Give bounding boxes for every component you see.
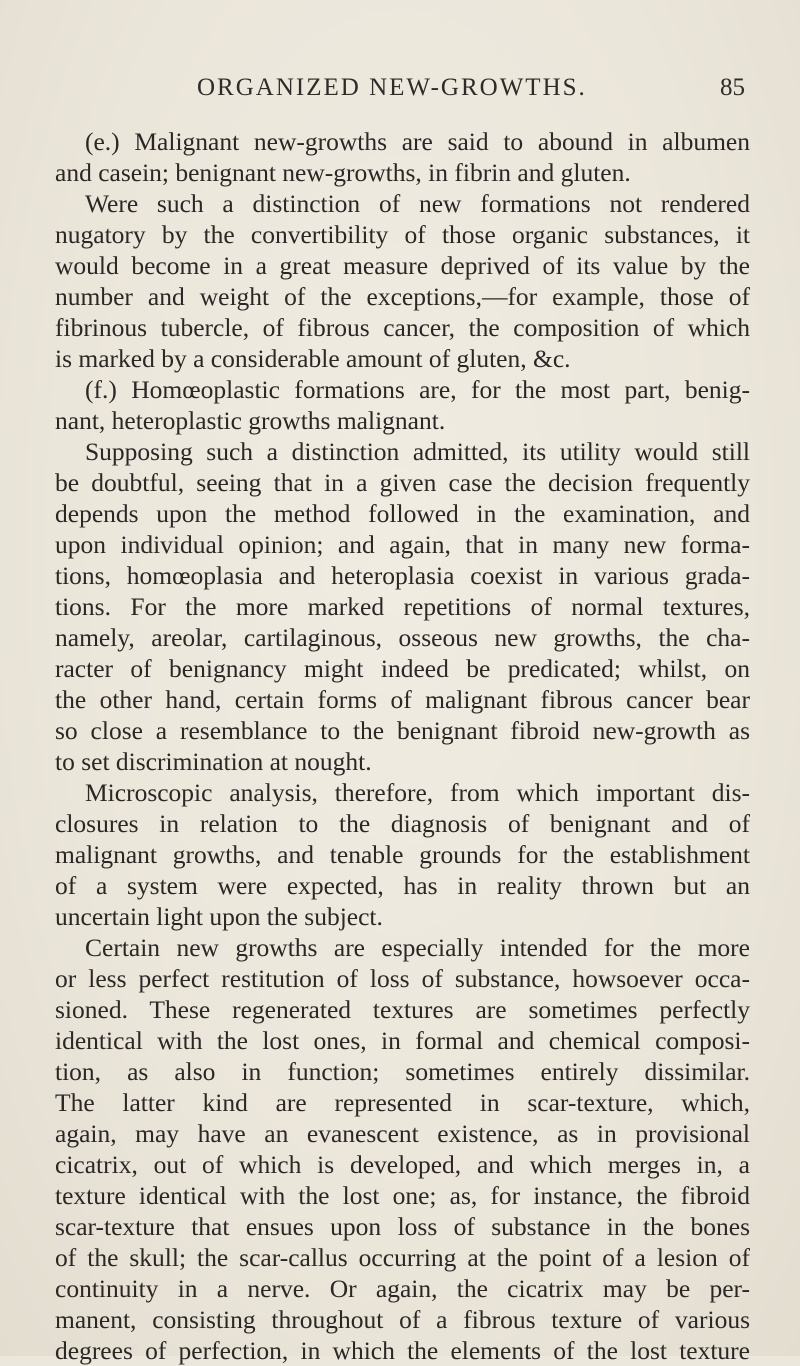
text-line: (e.) Malignant new-growths are said to abound in albumen (85, 127, 750, 156)
text-line: tion, as also in function; sometimes entirely dissimilar. (55, 1057, 750, 1086)
running-title: ORGANIZED NEW-GROWTHS. (197, 74, 587, 101)
text-line: tions. For the more marked repetitions of normal textures, (55, 592, 750, 621)
text-line: uncertain light upon the subject. (55, 902, 383, 931)
text-line: Supposing such a distinction admitted, its utility would still (85, 437, 750, 466)
text-line: to set discrimination at nought. (55, 747, 372, 776)
text-line: The latter kind are represented in scar-texture, which, (55, 1088, 750, 1117)
text-line: and casein; benignant new-growths, in fibrin and gluten. (55, 158, 631, 187)
text-line: of a system were expected, has in reality thrown but an (55, 871, 750, 900)
text-line: upon individual opinion; and again, that in many new forma- (55, 530, 750, 559)
text-line: identical with the lost ones, in formal and chemical composi- (55, 1026, 750, 1055)
text-line: closures in relation to the diagnosis of benignant and of (55, 809, 750, 838)
text-line: again, may have an evanescent existence, as in provisional (55, 1119, 750, 1148)
text-line: of the skull; the scar-callus occurring at the point of a lesion of (55, 1243, 750, 1272)
text-line: nugatory by the convertibility of those organic substances, it (55, 220, 750, 249)
text-line: Microscopic analysis, therefore, from which important dis- (85, 778, 750, 807)
text-line: be doubtful, seeing that in a given case the decision frequently (55, 468, 750, 497)
text-line: would become in a great measure deprived of its value by the (55, 251, 750, 280)
text-line: nant, heteroplastic growths malignant. (55, 406, 446, 435)
text-line: manent, consisting throughout of a fibrous texture of various (55, 1305, 750, 1334)
text-line: Were such a distinction of new formations not rendered (85, 189, 750, 218)
text-line: malignant growths, and tenable grounds for the establishment (55, 840, 750, 869)
text-line: number and weight of the exceptions,—for example, those of (55, 282, 750, 311)
body-text (55, 126, 750, 1366)
text-line: namely, areolar, cartilaginous, osseous new growths, the cha- (55, 623, 750, 652)
text-line: texture identical with the lost one; as, for instance, the fibroid (55, 1181, 750, 1210)
text-line: degrees of perfection, in which the elements of the lost texture (55, 1336, 750, 1365)
page-header (55, 74, 745, 110)
text-line: is marked by a considerable amount of gluten, &c. (55, 344, 571, 373)
text-line: tions, homœoplasia and heteroplasia coexist in various grada- (55, 561, 750, 590)
text-line: scar-texture that ensues upon loss of substance in the bones (55, 1212, 750, 1241)
text-line: Certain new growths are especially intended for the more (85, 933, 750, 962)
text-line: sioned. These regenerated textures are sometimes perfectly (55, 995, 750, 1024)
text-line: or less perfect restitution of loss of substance, howsoever occa- (55, 964, 750, 993)
text-line: cicatrix, out of which is developed, and which merges in, a (55, 1150, 750, 1179)
text-line: depends upon the method followed in the examination, and (55, 499, 750, 528)
text-line: the other hand, certain forms of malignant fibrous cancer bear (55, 685, 750, 714)
text-line: so close a resemblance to the benignant fibroid new-growth as (55, 716, 750, 745)
page-number: 85 (720, 74, 745, 101)
text-line: racter of benignancy might indeed be predicated; whilst, on (55, 654, 750, 683)
text-line: continuity in a nerve. Or again, the cicatrix may be per- (55, 1274, 750, 1303)
text-line: (f.) Homœoplastic formations are, for the most part, benig- (85, 375, 750, 404)
text-line: fibrinous tubercle, of fibrous cancer, the composition of which (55, 313, 750, 342)
